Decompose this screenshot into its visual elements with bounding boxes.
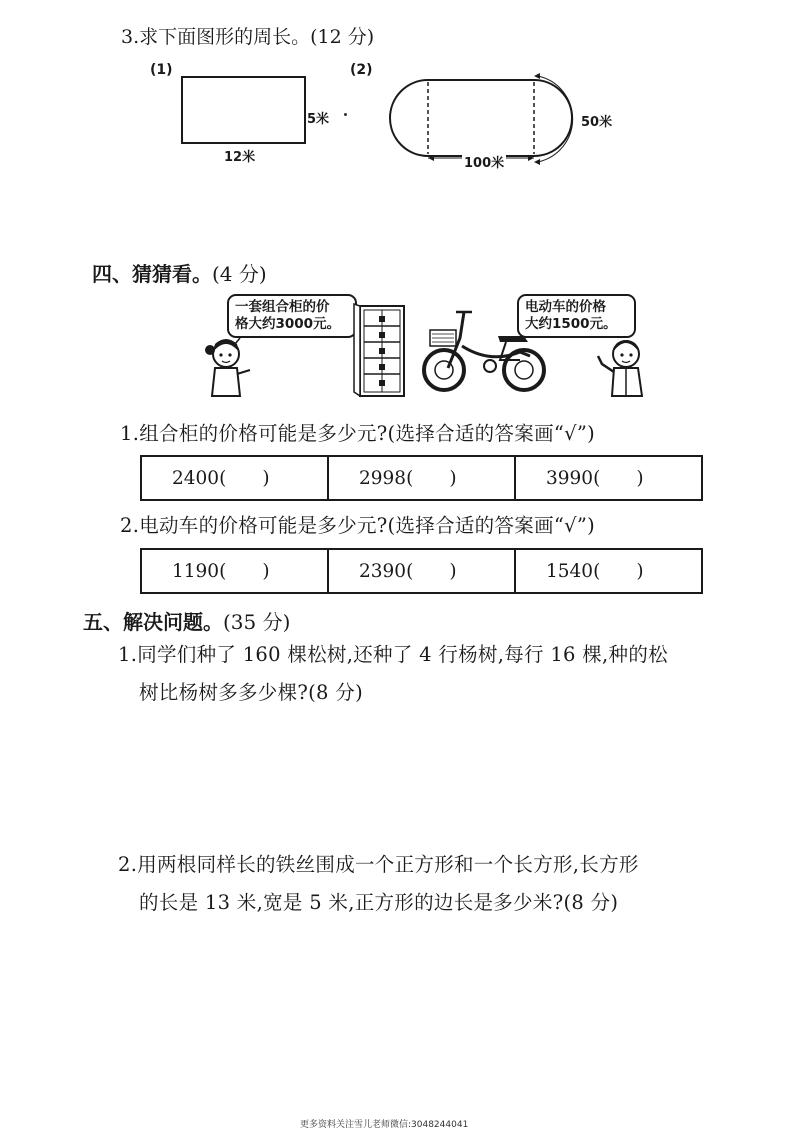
- close-paren: ): [636, 560, 644, 582]
- option-2400[interactable]: [141, 456, 328, 500]
- option-label: 2998(: [359, 467, 414, 489]
- close-paren: ): [262, 467, 270, 489]
- section4-question2: 2.电动车的价格可能是多少元?(选择合适的答案画“√”): [120, 514, 596, 537]
- track-radius-label: 50米: [581, 115, 613, 130]
- rectangle-width-label: 12米: [224, 150, 256, 165]
- section4-heading: 四、猜猜看。: [92, 262, 212, 286]
- figure1-label: (1): [150, 62, 173, 78]
- rectangle-figure: [181, 76, 306, 144]
- question1-options-table: [140, 455, 703, 501]
- section5-title: [83, 606, 290, 635]
- problem2-line2: 的长是 13 米,宽是 5 米,正方形的边长是多少米?(8 分): [139, 891, 619, 914]
- boy-illustration: [594, 334, 654, 398]
- option-1540[interactable]: [515, 549, 702, 593]
- close-paren: ): [449, 560, 457, 582]
- section5-score: (35 分): [223, 610, 291, 634]
- q3-title: 3.求下面图形的周长。(12 分): [121, 26, 375, 48]
- cabinet-illustration: [352, 302, 412, 398]
- problem2: [118, 846, 639, 922]
- section4-question1: 1.组合柜的价格可能是多少元?(选择合适的答案画“√”): [120, 422, 596, 445]
- boy-bubble-line1: 电动车的价格: [525, 299, 606, 315]
- boy-bubble-line2: 大约1500元。: [525, 316, 617, 332]
- footer-note: 更多资料关注雪儿老师微信:3048244041: [300, 1120, 469, 1130]
- section4-title: [92, 258, 267, 287]
- girl-bubble-line2: 格大约3000元。: [235, 316, 341, 332]
- option-2998[interactable]: [328, 456, 515, 500]
- option-label: 3990(: [546, 467, 601, 489]
- problem2-line1: 2.用两根同样长的铁丝围成一个正方形和一个长方形,长方形: [118, 853, 639, 876]
- track-length-label: 100米: [462, 152, 506, 171]
- option-label: 2390(: [359, 560, 414, 582]
- problem1-line2: 树比杨树多多少棵?(8 分): [139, 681, 363, 704]
- option-label: 2400(: [172, 467, 227, 489]
- section4-score: (4 分): [212, 262, 267, 286]
- option-label: 1190(: [172, 560, 227, 582]
- option-2390[interactable]: [328, 549, 515, 593]
- close-paren: ): [262, 560, 270, 582]
- girl-bubble-line1: 一套组合柜的价: [235, 299, 330, 315]
- girl-illustration: [200, 330, 260, 398]
- problem1-line1: 1.同学们种了 160 棵松树,还种了 4 行杨树,每行 16 棵,种的松: [118, 643, 668, 666]
- figure2-label: (2): [350, 62, 373, 78]
- question2-options-table: [140, 548, 703, 594]
- option-1190[interactable]: [141, 549, 328, 593]
- option-label: 1540(: [546, 560, 601, 582]
- rectangle-height-label: 5米: [307, 112, 330, 127]
- close-paren: ): [636, 467, 644, 489]
- section5-heading: 五、解决问题。: [83, 610, 223, 634]
- problem1: [118, 636, 668, 712]
- boy-speech-bubble: [517, 294, 636, 338]
- stray-dot: [344, 113, 347, 116]
- close-paren: ): [449, 467, 457, 489]
- option-3990[interactable]: [515, 456, 702, 500]
